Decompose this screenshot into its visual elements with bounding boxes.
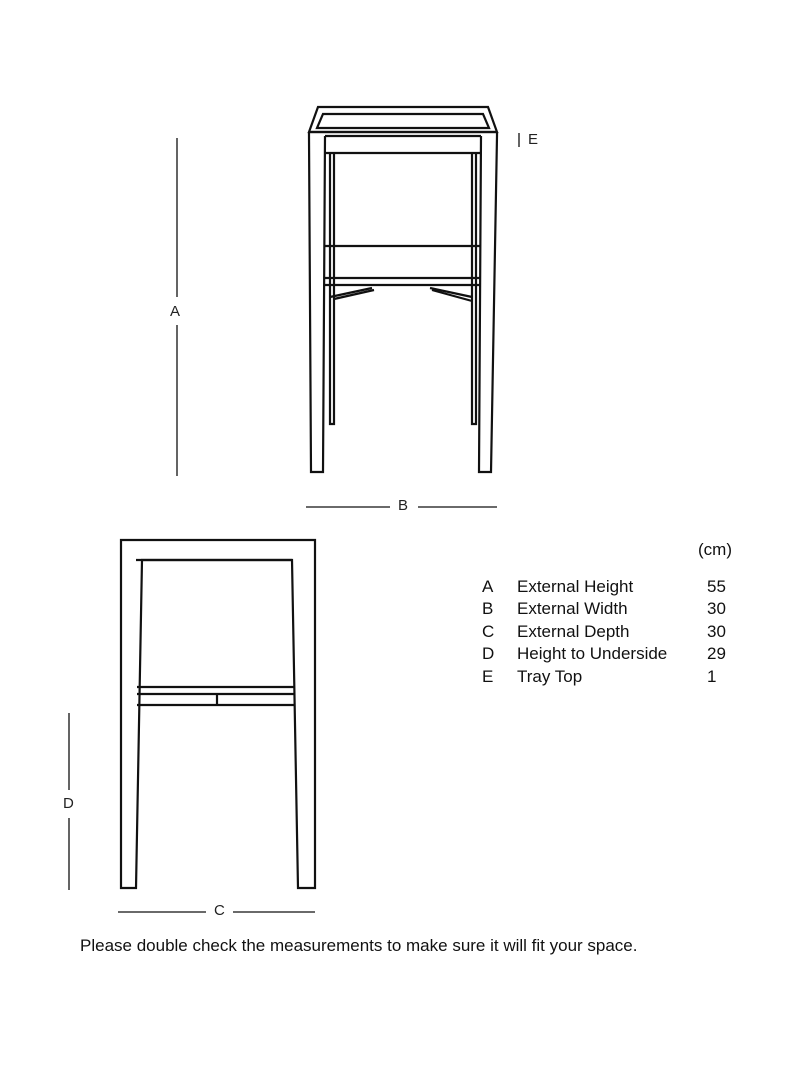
- spec-name: External Width: [517, 599, 628, 619]
- spec-name: Height to Underside: [517, 644, 668, 664]
- spec-name: Tray Top: [517, 666, 583, 686]
- front-right-leg: [479, 136, 497, 472]
- table-row: [482, 643, 737, 665]
- side-view: [121, 540, 315, 888]
- dim-label-b: B: [398, 497, 409, 514]
- fit-note: Please double check the measurements to make sure it will fit your space.: [80, 936, 638, 955]
- spec-key: A: [482, 577, 494, 596]
- table-row: [482, 598, 737, 620]
- front-left-leg: [309, 136, 325, 472]
- table-row: [482, 621, 737, 643]
- spec-name: External Height: [517, 577, 634, 596]
- spec-value: 30: [707, 599, 726, 619]
- spec-key: B: [482, 599, 494, 619]
- table-row: [482, 666, 737, 688]
- spec-value: 29: [707, 644, 726, 664]
- dim-label-d: D: [63, 795, 74, 812]
- rear-left-leg: [330, 153, 334, 424]
- spec-value: 30: [707, 621, 726, 641]
- unit-label: (cm): [698, 540, 732, 559]
- dim-label-a: A: [170, 303, 181, 320]
- spec-value: 55: [707, 577, 726, 596]
- spec-name: External Depth: [517, 621, 630, 641]
- rear-right-leg: [472, 153, 476, 424]
- dim-label-c: C: [214, 902, 225, 919]
- front-view: [309, 107, 497, 472]
- spec-key: E: [482, 666, 494, 686]
- table-row: [482, 576, 737, 598]
- side-frame-outer: [121, 540, 315, 888]
- dim-label-e: E: [528, 131, 539, 148]
- dimensions-table: [482, 576, 737, 688]
- tray-inner: [317, 114, 489, 128]
- spec-value: 1: [707, 666, 717, 686]
- spec-key: D: [482, 644, 495, 664]
- spec-key: C: [482, 621, 495, 641]
